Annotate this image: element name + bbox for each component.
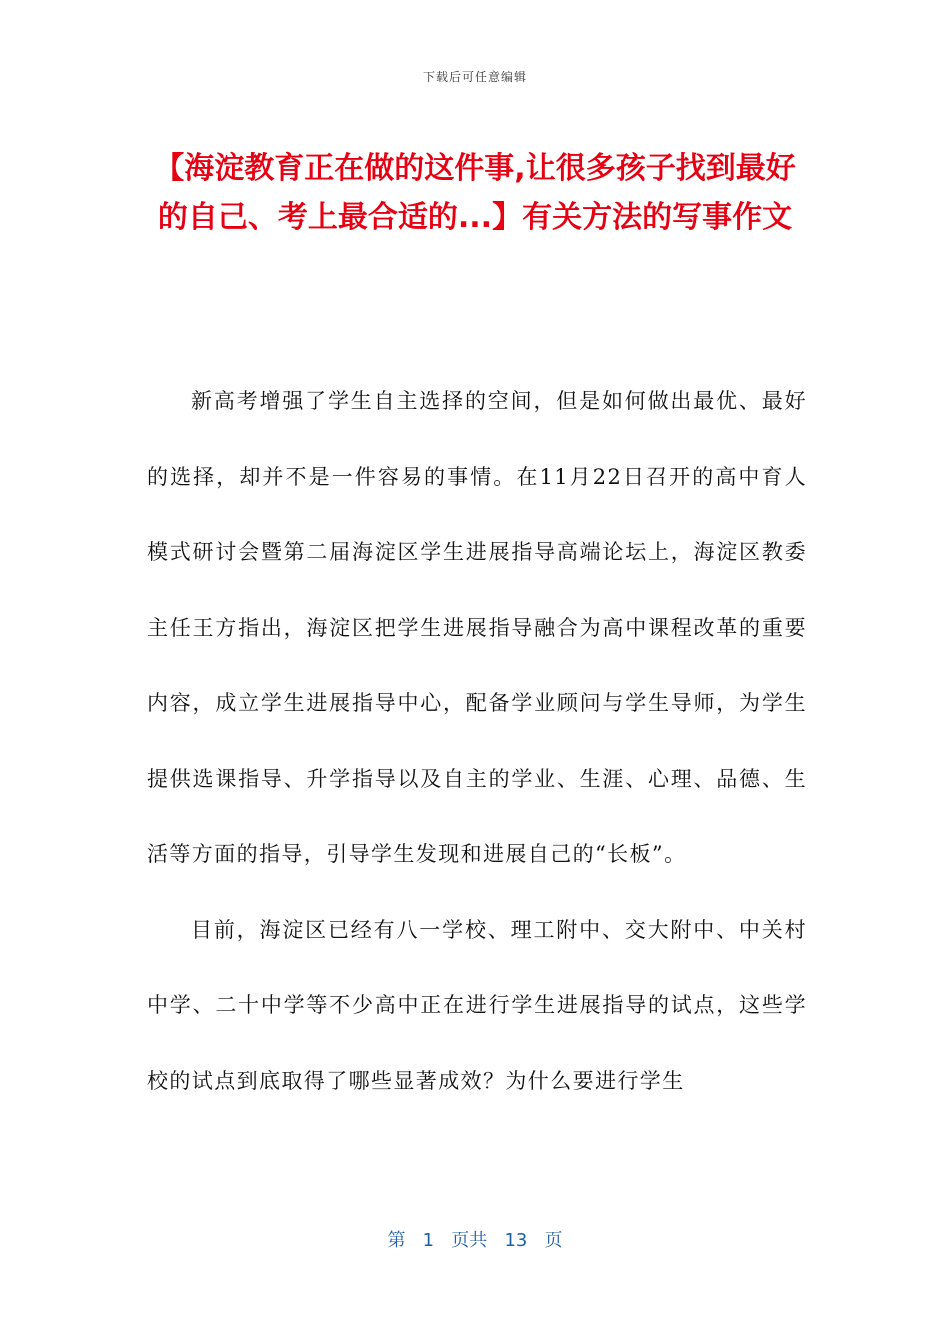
document-body: [147, 364, 807, 1119]
page-current: 1: [422, 1230, 435, 1251]
page-total: 13: [504, 1230, 528, 1251]
document-title: 【海淀教育正在做的这件事,让很多孩子找到最好的自己、考上最合适的...】有关方法的写事作文: [154, 151, 796, 235]
paragraph-2: 目前，海淀区已经有八一学校、理工附中、交大附中、中关村中学、二十中学等不少高中正在进行学生进展指导的试点，这些学校的试点到底取得了哪些显著成效？为什么要进行学生: [147, 917, 807, 1093]
page-footer: [0, 1226, 950, 1252]
page-suffix: 页: [544, 1230, 563, 1251]
page-middle: 页共: [451, 1230, 488, 1251]
paragraph-1: 新高考增强了学生自主选择的空间，但是如何做出最优、最好的选择，却并不是一件容易的事情。在11月22日召开的高中育人模式研讨会暨第二届海淀区学生进展指导高端论坛上，海淀区教委主任王方指出，海淀区把学生进展指导融合为高中课程改革的重要内容，成立学生进展指导中心，配备学业顾问与学生导师，为学生提供选课指导、升学指导以及自主的学业、生涯、心理、品德、生活等方面的指导，引导学生发现和进展自己的“长板”。: [147, 389, 807, 866]
header-note: 下载后可任意编辑: [422, 70, 527, 84]
page-prefix: 第: [387, 1230, 406, 1251]
